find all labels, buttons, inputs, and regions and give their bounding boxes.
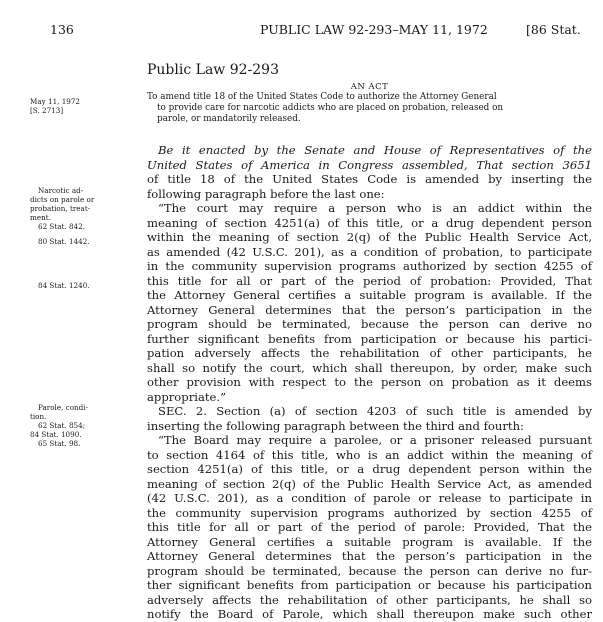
law-title: Public Law 92-293 <box>147 62 279 78</box>
body-line: the community supervision programs authorized by section 4255 of <box>147 505 592 520</box>
body-line: to section 4164 of this title, who is an addict within the meaning of <box>147 447 592 462</box>
page-header <box>0 22 603 40</box>
body-line: meaning of section 2(q) of the Public Health Service Act, as amended <box>147 476 592 491</box>
sidenote-stat-ref: 80 Stat. 1442. <box>38 237 90 246</box>
body-line: of title 18 of the United States Code is amended by inserting the <box>147 172 592 186</box>
body-line: Attorney General certifies a suitable program is available. If the <box>147 534 592 549</box>
body-line: SEC. 2. Section (a) of section 4203 of such title is amended by <box>158 404 592 418</box>
sidenote-parole: Parole, condi- tion. 62 Stat. 854; 84 Stat. 1090. 65 Stat. 98. <box>30 403 88 448</box>
body-line: pation adversely affects the rehabilitation of other participants, he <box>147 346 592 360</box>
body-line: (42 U.S.C. 201), as a condition of parole or release to participate in <box>147 491 592 505</box>
body-line: further significant benefits from participation or because his partici- <box>147 331 592 346</box>
body-line: section 4251(a) of this title, or a drug dependent person within the <box>147 462 592 476</box>
body-line: United States of America in Congress assembled, That section 3651 <box>147 157 592 172</box>
body-line: as amended (42 U.S.C. 201), as a condition of probation, to participate <box>147 244 592 259</box>
body-line: within the meaning of section 2(q) of the Public Health Service Act, <box>147 230 592 244</box>
sidenote-bill: [S. 2713] <box>30 106 64 115</box>
body-line: adversely affects the rehabilitation of other participants, he shall so <box>147 592 592 607</box>
sidenote-narcotic: Narcotic ad- dicts on parole or probation, treat- ment. 62 Stat. 842. <box>30 186 148 231</box>
sidenote-stat-ref: 84 Stat. 1240. <box>38 281 90 290</box>
running-title: PUBLIC LAW 92-293–MAY 11, 1972 <box>260 22 488 37</box>
body-line: appropriate.” <box>147 389 226 404</box>
body-line: inserting the following paragraph between the third and fourth: <box>147 418 524 433</box>
body-line: shall so notify the court, which shall thereupon, by order, make such <box>147 360 592 375</box>
act-heading: AN ACT <box>350 82 389 92</box>
body-line: Be it enacted by the Senate and House of Representatives of the <box>158 143 592 157</box>
statute-volume: [86 Stat. <box>526 22 581 37</box>
body-line: ther significant benefits from participation or because his participation <box>147 578 592 592</box>
body-line: other provision with respect to the person on probation as it deems <box>147 375 592 389</box>
body-line: this title for all or part of the period of parole: Provided, That the <box>147 520 592 534</box>
body-line: meaning of section 4251(a) of this title, or a drug dependent person <box>147 215 592 230</box>
body-line: “The Board may require a parolee, or a prisoner released pursuant <box>158 433 592 447</box>
sidenote-date: May 11, 1972 [S. 2713] <box>30 97 148 115</box>
body-line: “The court may require a person who is an addict within the <box>158 201 592 215</box>
body-line: following paragraph before the last one: <box>147 186 385 201</box>
body-line: this title for all or part of the period of probation: Provided, That <box>147 273 592 288</box>
body-line: Attorney General determines that the person’s participation in the <box>147 549 592 563</box>
body-line: program should be terminated, because the person can derive no <box>147 317 592 331</box>
page-number: 136 <box>50 22 74 37</box>
body-line: notify the Board of Parole, which shall thereupon make such other <box>147 607 592 621</box>
body-line: the Attorney General certifies a suitable program is available. If the <box>147 288 592 302</box>
act-purpose: To amend title 18 of the United States Code to authorize the Attorney General to provide care for narcotic addicts who are placed on probation, released on parole, or mandatorily released. <box>147 92 504 124</box>
body-line: Attorney General determines that the person’s participation in the <box>147 302 592 317</box>
body-line: in the community supervision programs authorized by section 4255 of <box>147 259 592 273</box>
body-line: program should be terminated, because the person can derive no fur- <box>147 563 592 578</box>
sidenote-stat-ref: 62 Stat. 842. <box>38 222 85 231</box>
